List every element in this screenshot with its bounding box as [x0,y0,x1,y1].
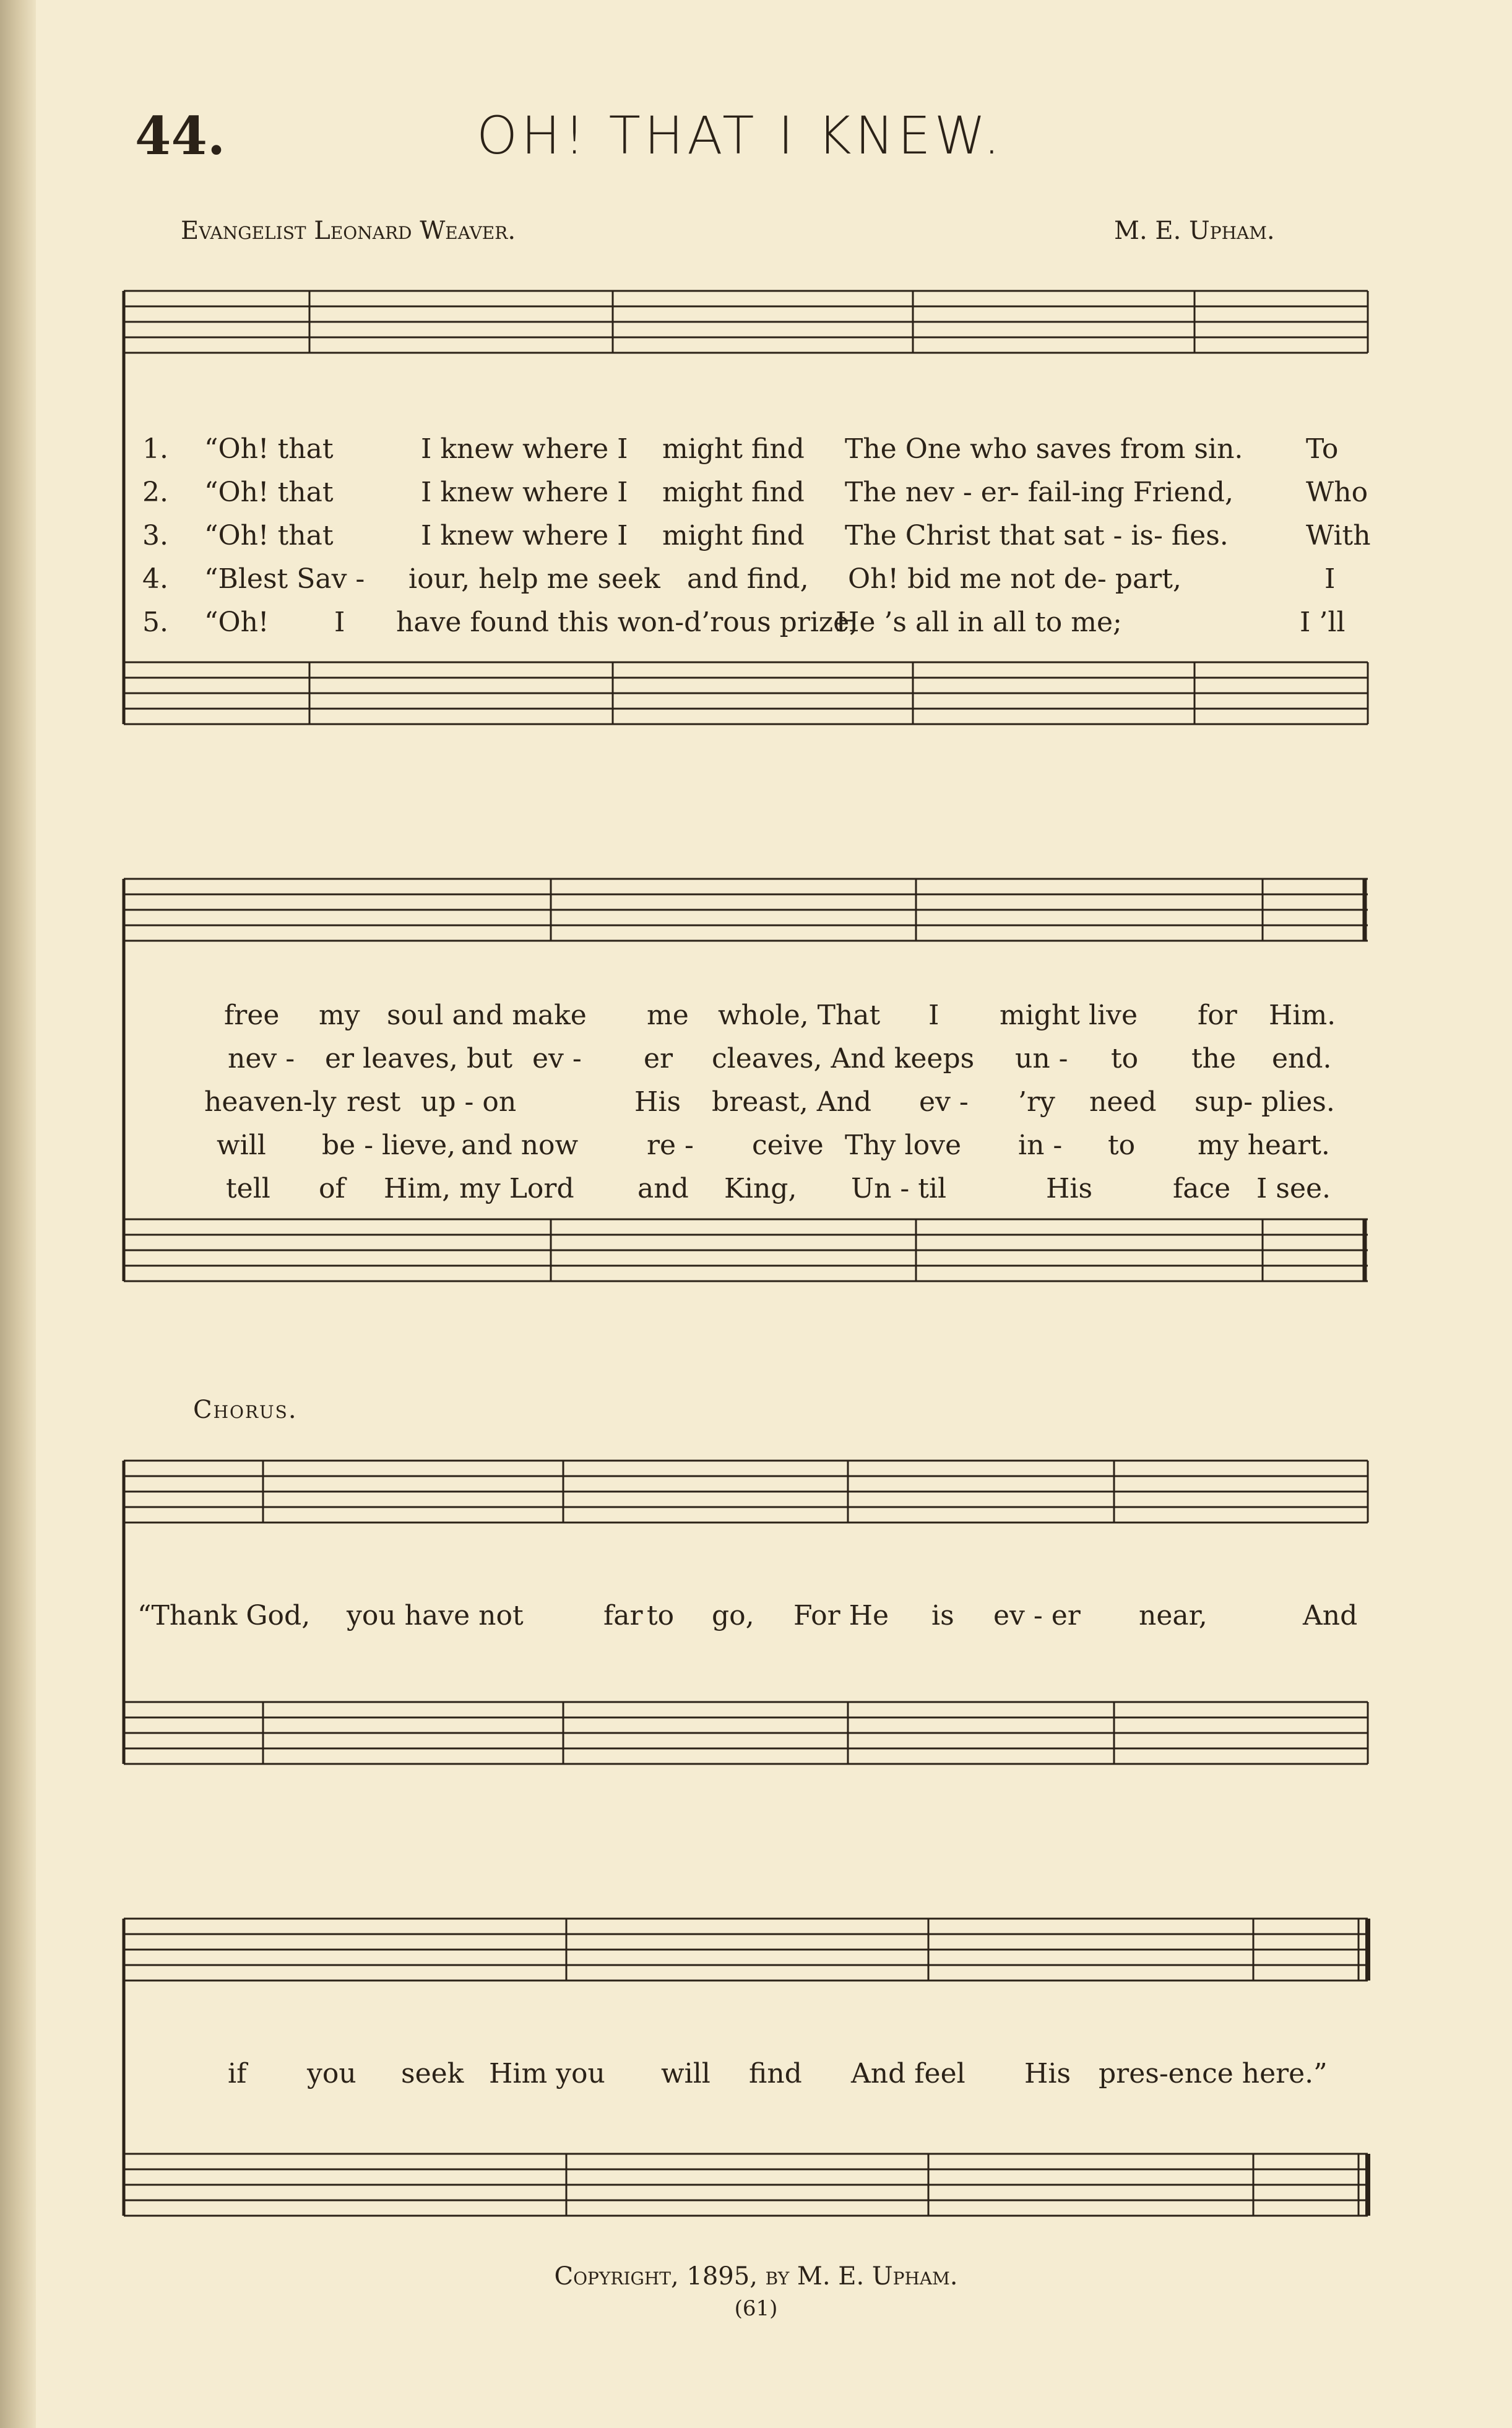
page-number: (61) [734,2296,778,2321]
verse-3-line: 3. “Oh! that I knew where I might find The Christ that sat - is- fies. With [142,520,1371,551]
verse-5-line: 5. “Oh! I have found this won-d’rous prize, He ’s all in all to me; I ’ll [142,607,1346,638]
verse-3-continuation: heaven-ly rest up - on His breast, And ev - ’ry need sup- plies. [204,1086,1335,1118]
verse-4-line: 4. “Blest Sav - iour, help me seek and find, Oh! bid me not de- part, I [142,563,1336,595]
verse-5-continuation: tell of Him, my Lord and King, Un - til His face I see. [226,1173,1331,1204]
copyright-notice: Copyright, 1895, by M. E. Upham. [554,2262,958,2291]
words-credit: Evangelist Leonard Weaver. [181,217,516,245]
chorus-line-1: “Thank God, you have not far to go, For He is ev - er near, And [137,1600,1358,1631]
hymn-number: 44. [135,105,226,166]
verse-2-line: 2. “Oh! that I knew where I might find The nev - er- fail-ing Friend, Who [142,477,1368,508]
chorus-line-2: if you seek Him you will find And feel His pres-ence here.” [228,2058,1328,2089]
verse-4-continuation: will be - lieve, and now re - ceive Thy love in - to my heart. [217,1130,1330,1161]
verse-2-continuation: nev - er leaves, but ev - er cleaves, And keeps un - to the end. [228,1043,1332,1074]
hymn-title: OH! THAT I KNEW. [477,105,1004,166]
music-credit: M. E. Upham. [1114,217,1275,245]
verse-1-continuation: free my soul and make me whole, That I might live for Him. [224,1000,1336,1031]
verse-1-line: 1. “Oh! that I knew where I might find The One who saves from sin. To [142,433,1339,465]
chorus-label: Chorus. [193,1396,298,1424]
